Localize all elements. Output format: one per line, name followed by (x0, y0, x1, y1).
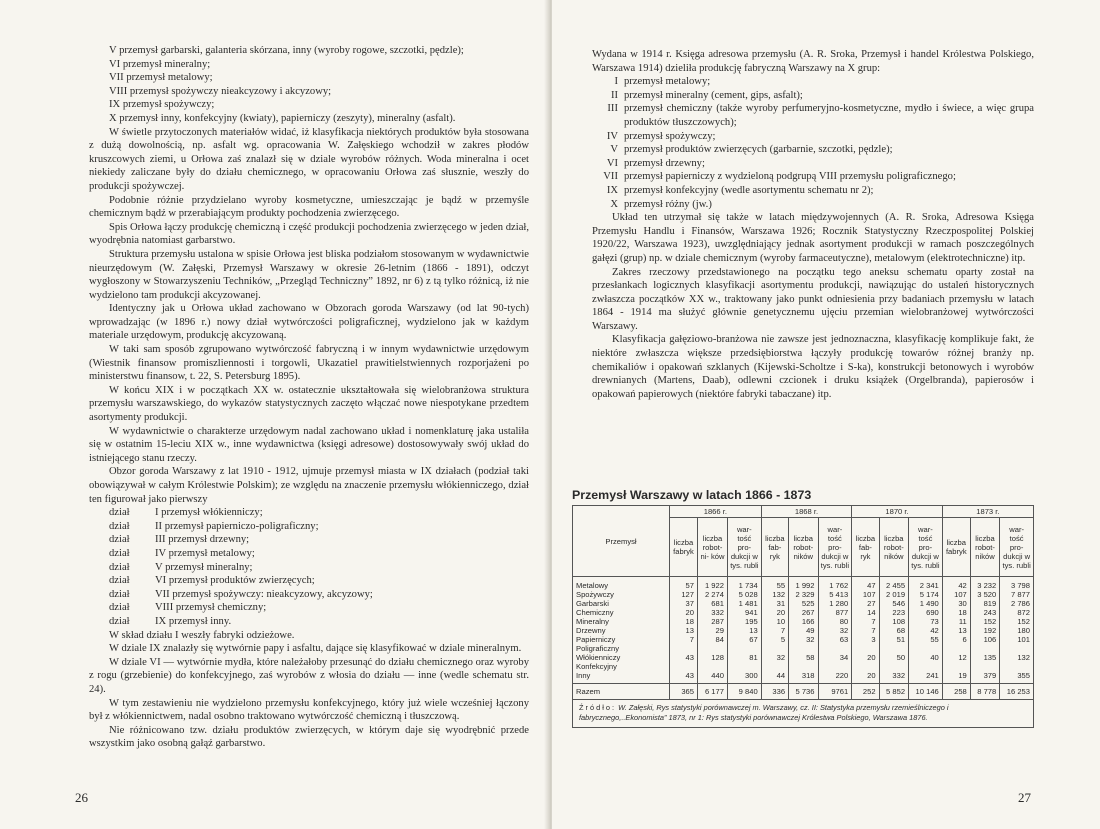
table-cell: 440 (698, 671, 728, 684)
table-cell: 19 (942, 671, 970, 684)
group-number: VI (606, 157, 618, 169)
group-item (592, 198, 1034, 212)
table-cell: 68 (879, 626, 908, 635)
table-body (573, 577, 1034, 700)
table-cell: 1 922 (698, 577, 728, 591)
table-cell: 300 (727, 671, 761, 684)
table-cell: 525 (789, 599, 818, 608)
row-label: Metalowy (573, 577, 670, 591)
table-cell: 107 (852, 590, 879, 599)
year-header: 1873 r. (942, 506, 1033, 518)
table-cell: 20 (761, 608, 788, 617)
table-cell: 2 274 (698, 590, 728, 599)
paragraph: Klasyfikacja gałęziowo-branżowa nie zawsze jest jednoznaczna, klasyfikację komplikuje fakt, że niektóre zwłaszcza większe przedsiębiorstwa łączyły produkcję towarów różnej branży np. chemikaliów i opakowań szklanych (Kijewski-Scholtze i S-ka), konstrukcji betonowych i wyrobów drewnianych (Martens, Daab), odlewni czcionek i druku książek (Orgelbranda), papierosów i opakowań papierowych (niektóre fabryki tabaczane) itp. (592, 334, 1034, 400)
table-cell: 50 (879, 653, 908, 662)
dzial-label: dział (109, 575, 130, 587)
col-header-wartosc: war- tość pro- dukcji w tys. rubli (1000, 518, 1034, 577)
table-cell: 55 (909, 635, 943, 644)
table-cell: 20 (852, 653, 879, 662)
table-cell (909, 644, 943, 653)
group-number: V (610, 144, 618, 156)
table-cell: 27 (852, 599, 879, 608)
table-cell (789, 662, 818, 671)
table-cell: 18 (670, 617, 698, 626)
class-line: X przemysł inny, konfekcyjny (kwiaty), papierniczy (zeszyty), mineralny (asfalt). (109, 112, 456, 124)
statistics-table (572, 505, 1034, 700)
table-cell: 58 (789, 653, 818, 662)
table-cell: 6 (942, 635, 970, 644)
col-header-robotnikow: liczba robot- ni- ków (698, 518, 728, 577)
table-cell: 73 (909, 617, 943, 626)
table-cell: 152 (970, 617, 999, 626)
row-label: Poligraficzny (573, 644, 670, 653)
paragraph: Spis Orłowa łączy produkcję chemiczną i część produkcji pochodzenia zwierzęcego w jeden dział, wyodrębnia natomiast garbarstwo. (89, 221, 529, 247)
dzial-item (89, 574, 529, 588)
table-cell: 7 (852, 617, 879, 626)
table-cell (1000, 644, 1034, 653)
table-cell: 941 (727, 608, 761, 617)
table-cell: 127 (670, 590, 698, 599)
col-header-fabryk: liczba fabryk (942, 518, 970, 577)
total-cell: 336 (761, 684, 788, 700)
table-cell: 681 (698, 599, 728, 608)
total-cell: 9 840 (727, 684, 761, 700)
dzial-label: dział (109, 547, 130, 559)
table-cell: 3 520 (970, 590, 999, 599)
table-cell (818, 662, 852, 671)
table-cell: 1 481 (727, 599, 761, 608)
paragraph: Podobnie różnie przydzielano wyroby kosmetyczne, umieszczając je bądź w przemyśle chemicznym bądź w przerabiającym produkty pochodzenia zwierzęcego. (89, 194, 529, 220)
table-cell (852, 662, 879, 671)
table-cell: 243 (970, 608, 999, 617)
table-cell: 2 019 (879, 590, 908, 599)
table-cell: 546 (879, 599, 908, 608)
total-cell: 10 146 (909, 684, 943, 700)
col-header-fabryk: liczba fab- ryk (761, 518, 788, 577)
dzial-text: VIII przemysł chemiczny; (155, 602, 267, 614)
source-label: Źródło: (579, 703, 617, 712)
total-cell: 5 852 (879, 684, 908, 700)
group-item (592, 102, 1034, 129)
table-cell: 1 762 (818, 577, 852, 591)
dzial-item (89, 506, 529, 520)
table-row (573, 671, 1034, 684)
table-cell: 29 (698, 626, 728, 635)
dzial-item (89, 533, 529, 547)
table-cell: 379 (970, 671, 999, 684)
table-row (573, 590, 1034, 599)
col-header-robotnikow: liczba robot- ników (789, 518, 818, 577)
table-cell: 57 (670, 577, 698, 591)
table-cell (942, 662, 970, 671)
table-cell: 10 (761, 617, 788, 626)
row-label: Konfekcyjny (573, 662, 670, 671)
group-text: przemysł drzewny; (624, 157, 705, 169)
group-item (592, 170, 1034, 184)
paragraph: Zakres rzeczowy przedstawionego na początku tego aneksu schematu oparty został na przesłankach logicznych klasyfikacji asortymentu produkcji, nawiązując do ustaleń historycznych zwłaszcza początków XX w., traktowany jako punkt odniesienia przy badaniach przemysłu w latach 1864 - 1914 ma służyć głównie genetycznemu ujęciu przemian wielobranżowej wytwórczości Warszawy. (592, 266, 1034, 332)
table-row (573, 635, 1034, 644)
dzial-text: III przemysł drzewny; (155, 534, 250, 546)
row-label: Włókienniczy (573, 653, 670, 662)
table-cell: 7 (761, 626, 788, 635)
paragraph: W dziale VI — wytwórnie mydła, które należałoby przesunąć do działu chemicznego oraz wyroby z rogu (grzebienie) do konfekcyjnego, zaś wyrobów z włosia do działu — inne (wedle schematu str. 24). (89, 656, 529, 695)
year-header: 1868 r. (761, 506, 852, 518)
table-cell (970, 644, 999, 653)
total-cell: 365 (670, 684, 698, 700)
table-cell (761, 662, 788, 671)
paragraph: Identyczny jak u Orłowa układ zachowano w Obzorach goroda Warszawy (od lat 90-tych) wprowadzając (w 1896 r.) nowy dział wytwórczości poligraficznej, wydzielono jak w każdym materiale urzędowym, produkcję akcyzowaną. (89, 303, 529, 342)
table-cell: 7 (670, 635, 698, 644)
class-line: IX przemysł spożywczy; (109, 99, 215, 111)
table-cell: 180 (1000, 626, 1034, 635)
statistics-table-block (572, 488, 1034, 728)
paragraph: Obzor goroda Warszawy z lat 1910 - 1912, ujmuje przemysł miasta w IX działach (podział taki obowiązywał w całym Królestwie Polskim); ze względu na znaczenie przemysłu włókienniczego, dział ten figurował jako pierwszy (89, 466, 529, 505)
table-cell: 1 734 (727, 577, 761, 591)
group-text: przemysł produktów zwierzęcych (garbarnie, szczotki, pędzle); (624, 144, 893, 156)
dzial-label: dział (109, 602, 130, 614)
table-cell: 872 (1000, 608, 1034, 617)
table-cell (879, 662, 908, 671)
table-cell: 166 (789, 617, 818, 626)
col-header-robotnikow: liczba robot- ników (970, 518, 999, 577)
table-cell: 195 (727, 617, 761, 626)
table-cell (942, 644, 970, 653)
table-cell: 63 (818, 635, 852, 644)
table-cell: 3 798 (1000, 577, 1034, 591)
group-number: IX (606, 184, 618, 196)
table-cell: 106 (970, 635, 999, 644)
dzial-item (89, 547, 529, 561)
table-cell (727, 644, 761, 653)
table-cell: 84 (698, 635, 728, 644)
paragraph: W dziale IX znalazły się wytwórnie papy i asfaltu, dające się klasyfikować w dziale mineralnym. (109, 643, 522, 655)
table-cell: 44 (761, 671, 788, 684)
group-list (592, 75, 1034, 211)
table-row (573, 662, 1034, 671)
table-cell: 220 (818, 671, 852, 684)
row-header: Przemysł (573, 506, 670, 577)
class-line: VIII przemysł spożywczy nieakcyzowy i akcyzowy; (109, 85, 332, 97)
table-cell (727, 662, 761, 671)
table-row (573, 617, 1034, 626)
paragraph: Układ ten utrzymał się także w latach międzywojennych (A. R. Sroka, Adresowa Księga Przemysłu Handlu i Finansów, Warszawa 1926; Rocznik Statystyczny Rzeczpospolitej Polskiej 1920/22, Warszawa 1923), uwzględniający jednak asortyment produkcji w ramach poszczególnych gałęzi (grup) np. w dziale chemicznym (wyroby farmaceutyczne), metalowym (elektrotechniczne) itp. (592, 212, 1034, 264)
left-text-column (89, 44, 529, 751)
group-number: I (614, 76, 618, 88)
table-cell: 135 (970, 653, 999, 662)
table-cell: 43 (670, 671, 698, 684)
table-cell: 267 (789, 608, 818, 617)
dzial-text: IX przemysł inny. (155, 615, 232, 627)
group-number: II (610, 89, 618, 101)
table-cell: 47 (852, 577, 879, 591)
table-cell: 2 786 (1000, 599, 1034, 608)
row-label: Spożywczy (573, 590, 670, 599)
paragraph: W tym zestawieniu nie wydzielono przemysłu konfekcyjnego, który już wiele wcześniej łączony był z włókiennictwem, nadal osobno traktowano wytwórczość chemiczną i tłuszczową. (89, 697, 529, 723)
table-title: Przemysł Warszawy w latach 1866 - 1873 (572, 488, 812, 502)
table-cell: 80 (818, 617, 852, 626)
source-text: W. Załęski, Rys statystyki porównawczej m. Warszawy, cz. II: Statystyka przemysłu rzemieślniczego i fabrycznego,..Ekonomista” 1873, nr 1: Rys statystyki porównawczej Królestwa Polskiego, Warszawa 1876. (579, 703, 949, 722)
table-cell (761, 644, 788, 653)
paragraph: Nie różnicowano tzw. działu produktów zwierzęcych, w którym daje się wyodrębnić przede wszystkim jako osobną gałąź garbarstwo. (89, 724, 529, 750)
paragraph: Wydana w 1914 r. Księga adresowa przemysłu (A. R. Sroka, Przemysł i handel Królestwa Polskiego, Warszawa 1914) dzieliła produkcję fabryczną Warszawy na X grup: (592, 49, 1034, 74)
table-cell: 1 992 (789, 577, 818, 591)
paragraph: W świetle przytoczonych materiałów widać, iż klasyfikacja niektórych produktów była stosowana z dużą dowolnością, np. asfalt wg. opracowania W. Załęskiego wchodził w zakres płodów kruszcowych ziemi, u Orłowa zaś znalazł się w dziale wyrobów różnych. Woda mineralna i ocet niekiedy zaliczane były do działu chemicznego, w opracowaniu Orłowa zaś słusznie, weszły do produkcji spożywczej. (89, 126, 529, 192)
total-cell: 8 778 (970, 684, 999, 700)
table-cell: 49 (789, 626, 818, 635)
table-cell: 81 (727, 653, 761, 662)
table-cell: 55 (761, 577, 788, 591)
table-cell: 690 (909, 608, 943, 617)
group-item (592, 75, 1034, 89)
table-row (573, 644, 1034, 653)
table-cell (698, 662, 728, 671)
table-cell: 332 (698, 608, 728, 617)
table-cell (852, 644, 879, 653)
table-row (573, 626, 1034, 635)
group-number: IV (606, 130, 618, 142)
group-text: przemysł konfekcyjny (wedle asortymentu schematu nr 2); (624, 184, 874, 196)
total-cell: 16 253 (1000, 684, 1034, 700)
total-cell: 5 736 (789, 684, 818, 700)
table-cell: 32 (761, 653, 788, 662)
paragraph: W wydawnictwie o charakterze urzędowym nadal zachowano układ i nomenklaturę jaka ustaliła się w ostatnim 15-leciu XIX w., inne wydawnictwa (księgi adresowe) dostosowywały swój układ do istniejącego stanu rzeczy. (89, 425, 529, 464)
table-cell: 5 413 (818, 590, 852, 599)
table-cell (698, 644, 728, 653)
table-cell: 332 (879, 671, 908, 684)
table-cell: 132 (761, 590, 788, 599)
table-cell: 3 232 (970, 577, 999, 591)
table-cell: 31 (761, 599, 788, 608)
year-header: 1866 r. (670, 506, 762, 518)
col-header-wartosc: war- tość pro- dukcji w tys. rubli (909, 518, 943, 577)
group-item (592, 157, 1034, 171)
col-header-wartosc: war- tość pro- dukcji w tys. rubli (727, 518, 761, 577)
left-page (0, 0, 548, 829)
row-label: Chemiczny (573, 608, 670, 617)
table-cell (670, 644, 698, 653)
right-text-column (592, 48, 1034, 401)
class-line: VII przemysł metalowy; (109, 72, 213, 84)
dzial-text: I przemysł włókienniczy; (155, 507, 263, 519)
table-cell: 1 490 (909, 599, 943, 608)
table-cell: 318 (789, 671, 818, 684)
group-number: III (607, 103, 618, 115)
table-cell (970, 662, 999, 671)
dzial-label: dział (109, 534, 130, 546)
table-cell: 13 (727, 626, 761, 635)
table-cell (789, 644, 818, 653)
table-row (573, 608, 1034, 617)
table-row (573, 599, 1034, 608)
table-cell (879, 644, 908, 653)
table-cell: 5 174 (909, 590, 943, 599)
dzial-label: dział (109, 588, 130, 600)
page-number: 26 (75, 790, 88, 805)
table-cell: 13 (942, 626, 970, 635)
row-label: Inny (573, 671, 670, 684)
table-cell: 108 (879, 617, 908, 626)
total-cell: 252 (852, 684, 879, 700)
table-cell: 30 (942, 599, 970, 608)
class-line: V przemysł garbarski, galanteria skórzana, inny (wyroby rogowe, szczotki, pędzle); (109, 45, 464, 56)
table-cell: 11 (942, 617, 970, 626)
total-cell: 9761 (818, 684, 852, 700)
table-cell: 192 (970, 626, 999, 635)
total-cell: 258 (942, 684, 970, 700)
row-label: Papierniczy (573, 635, 670, 644)
table-cell: 2 455 (879, 577, 908, 591)
group-text: przemysł chemiczny (także wyroby perfumeryjno-kosmetyczne, mydło i świece, a więc grupa produktów tłuszczowych); (624, 103, 1034, 128)
dzial-text: VII przemysł spożywczy: nieakcyzowy, akcyzowy; (155, 588, 373, 600)
table-cell: 132 (1000, 653, 1034, 662)
table-cell: 43 (670, 653, 698, 662)
table-cell: 40 (909, 653, 943, 662)
total-label: Razem (573, 684, 670, 700)
dzial-text: IV przemysł metalowy; (155, 547, 255, 559)
group-text: przemysł mineralny (cement, gips, asfalt); (624, 89, 803, 101)
year-header: 1870 r. (852, 506, 943, 518)
table-cell: 13 (670, 626, 698, 635)
dzial-label: dział (109, 520, 130, 532)
table-cell: 37 (670, 599, 698, 608)
table-cell: 18 (942, 608, 970, 617)
table-cell: 152 (1000, 617, 1034, 626)
table-cell: 32 (789, 635, 818, 644)
dzial-item (89, 588, 529, 602)
table-cell (909, 662, 943, 671)
table-source-note (572, 700, 1034, 728)
table-cell: 3 (852, 635, 879, 644)
table-cell: 7 (852, 626, 879, 635)
table-cell: 2 341 (909, 577, 943, 591)
dzial-label: dział (109, 615, 130, 627)
paragraph: W końcu XIX i w początkach XX w. ostatecznie ukształtowała się wielobranżowa struktura przemysłu warszawskiego, do wykazów statystycznych zaczęto włączać nowe niespotykane przedtem asortymenty produkcji. (89, 384, 529, 424)
row-label: Drzewny (573, 626, 670, 635)
dzial-item (89, 561, 529, 575)
table-cell: 223 (879, 608, 908, 617)
row-label: Garbarski (573, 599, 670, 608)
table-cell: 14 (852, 608, 879, 617)
col-header-fabryk: liczba fab- ryk (852, 518, 879, 577)
dzial-item (89, 520, 529, 534)
dzial-text: V przemysł mineralny; (155, 561, 253, 573)
table-cell: 355 (1000, 671, 1034, 684)
table-cell: 2 329 (789, 590, 818, 599)
table-cell: 20 (852, 671, 879, 684)
table-cell: 1 280 (818, 599, 852, 608)
group-text: przemysł różny (jw.) (624, 198, 712, 210)
dzial-list (89, 506, 529, 628)
table-cell: 34 (818, 653, 852, 662)
table-cell: 67 (727, 635, 761, 644)
group-item (592, 130, 1034, 144)
table-cell: 287 (698, 617, 728, 626)
dzial-text: VI przemysł produktów zwierzęcych; (155, 575, 315, 587)
col-header-fabryk: liczba fabryk (670, 518, 698, 577)
dzial-item (89, 615, 529, 629)
table-cell: 51 (879, 635, 908, 644)
paragraph: W skład działu I weszły fabryki odzieżowe. (109, 629, 295, 641)
col-header-robotnikow: liczba robot- ników (879, 518, 908, 577)
table-row (573, 653, 1034, 662)
table-total-row (573, 684, 1034, 700)
dzial-text: II przemysł papierniczo-poligraficzny; (155, 520, 319, 532)
group-item (592, 143, 1034, 157)
dzial-item (89, 601, 529, 615)
table-cell: 42 (909, 626, 943, 635)
group-item (592, 89, 1034, 103)
group-text: przemysł spożywczy; (624, 130, 716, 142)
group-number: X (610, 198, 618, 210)
class-line: VI przemysł mineralny; (109, 58, 211, 70)
table-cell: 241 (909, 671, 943, 684)
table-cell: 819 (970, 599, 999, 608)
table-cell: 12 (942, 653, 970, 662)
table-row (573, 577, 1034, 591)
table-cell: 32 (818, 626, 852, 635)
dzial-label: dział (109, 507, 130, 519)
table-cell (670, 662, 698, 671)
table-cell (818, 644, 852, 653)
table-cell: 128 (698, 653, 728, 662)
table-cell: 5 028 (727, 590, 761, 599)
total-cell: 6 177 (698, 684, 728, 700)
group-text: przemysł metalowy; (624, 76, 711, 88)
table-cell: 42 (942, 577, 970, 591)
right-page (552, 0, 1100, 829)
table-cell: 107 (942, 590, 970, 599)
row-label: Mineralny (573, 617, 670, 626)
paragraph: Struktura przemysłu ustalona w spisie Orłowa jest bliska podziałom stosowanym w wydawnictwie nieurzędowym (W. Załęski, Przemysł Warszawy w okresie 26-letnim (1866 - 1891), odczyt wygłoszony w Stowarzyszeniu Techników, „Przegląd Techniczny” 1892, nr 6) z tą tylko różnicą, iż nie wydzielono tam produkcji akcyzowanej. (89, 248, 529, 301)
table-cell: 5 (761, 635, 788, 644)
table-cell: 20 (670, 608, 698, 617)
group-number: VII (603, 171, 618, 183)
table-cell: 7 877 (1000, 590, 1034, 599)
page-number: 27 (1018, 790, 1031, 805)
table-cell (1000, 662, 1034, 671)
table-cell: 877 (818, 608, 852, 617)
dzial-label: dział (109, 561, 130, 573)
paragraph: W taki sam sposób zgrupowano wytwórczość fabryczną i w innym wydawnictwie urzędowym (Wiestnik finansow promiszliennosti i torgowli, Ukazatiel prawitielstwiennych rozporjażeni po ministerstwu finansow, t. 22, S. Petersburg 1895). (89, 344, 529, 383)
group-item (592, 184, 1034, 198)
col-header-wartosc: war- tość pro- dukcji w tys. rubli (818, 518, 852, 577)
group-text: przemysł papierniczy z wydzieloną podgrupą VIII przemysłu poligraficznego; (624, 171, 956, 183)
table-cell: 101 (1000, 635, 1034, 644)
